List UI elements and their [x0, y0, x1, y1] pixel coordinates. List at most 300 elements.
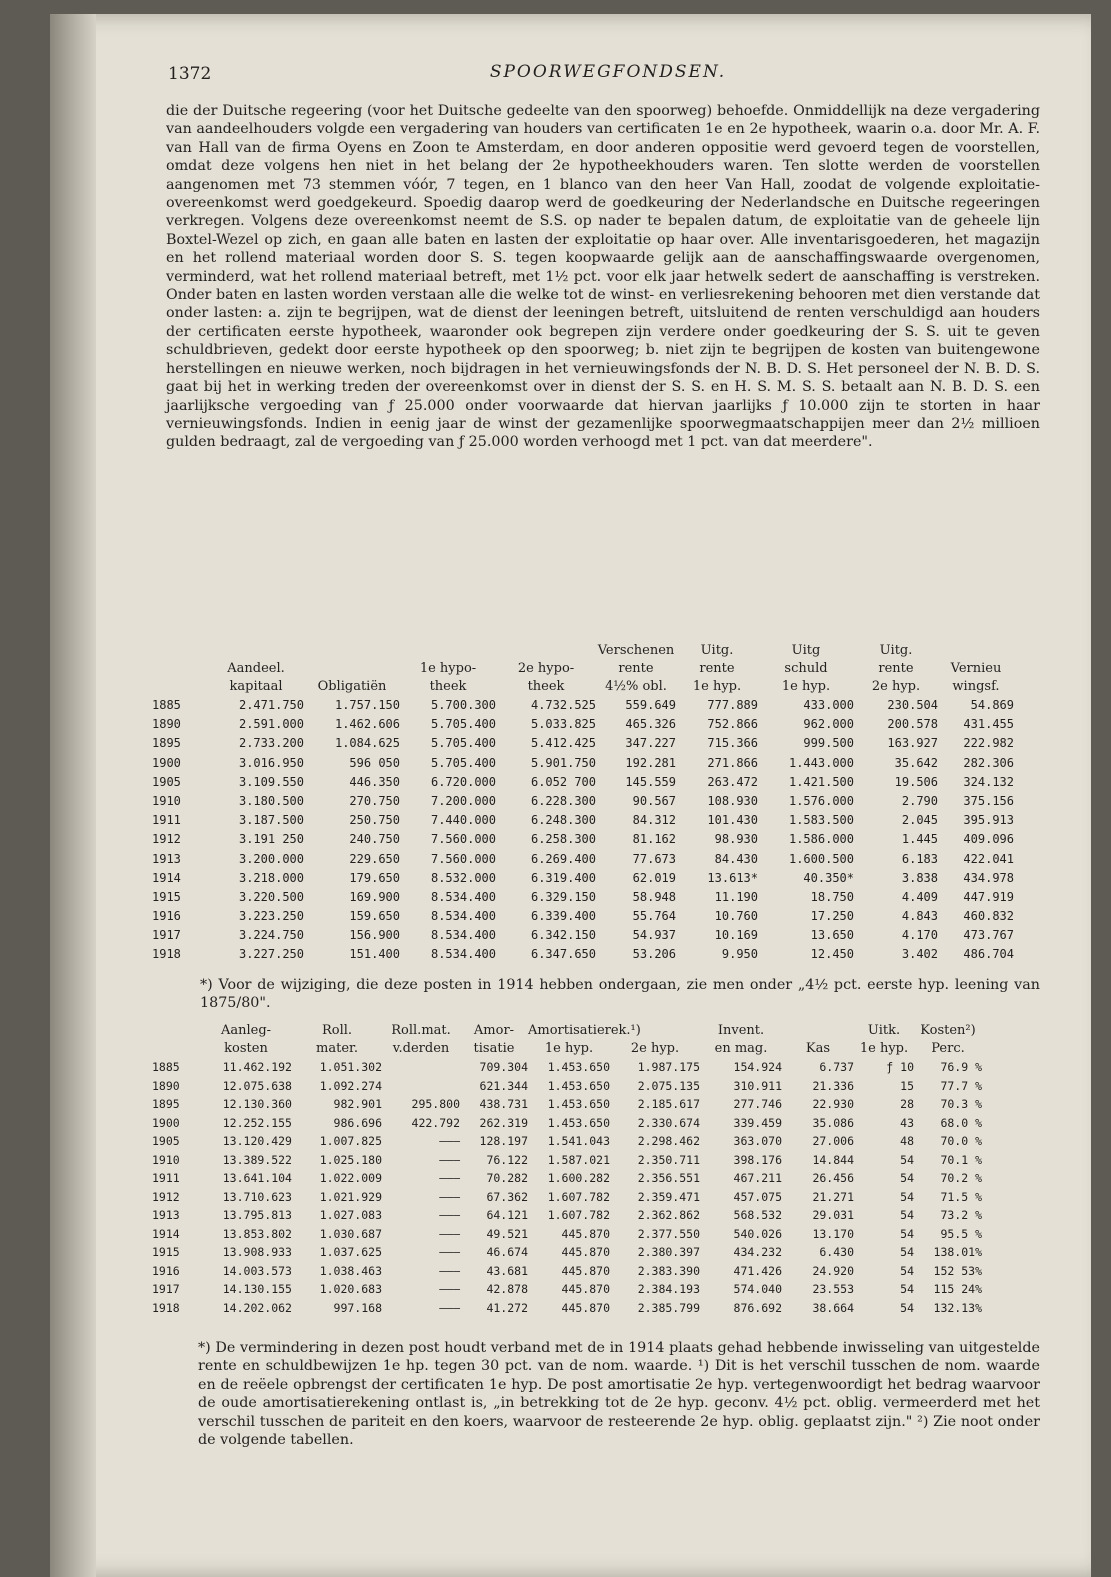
column-header: [304, 642, 400, 660]
table-cell: 3.016.950: [238, 755, 304, 770]
table-cell: 54: [900, 1300, 914, 1315]
table-cell: 433.000: [803, 698, 854, 712]
year-cell: 1917: [152, 928, 181, 943]
table-cell: 1.600.282: [547, 1171, 610, 1185]
table-cell: 447.919: [963, 889, 1014, 904]
table-cell: 76.9 %: [940, 1060, 982, 1074]
table-cell: 460.832: [963, 909, 1014, 924]
table-row: [152, 715, 1042, 734]
table-cell: 13.641.104: [222, 1171, 292, 1185]
table-cell: 14.003.573: [222, 1263, 292, 1278]
table-cell: 6.258.300: [530, 832, 596, 847]
table-cell: 10.169: [714, 928, 758, 943]
table-cell: 3.227.250: [238, 947, 304, 962]
table-cell: 13.710.623: [222, 1189, 292, 1204]
column-header: 4½% obl.: [605, 679, 667, 694]
table-cell: ———: [439, 1282, 460, 1296]
table-cell: 9.950: [721, 947, 758, 962]
column-header: 1e hyp.: [692, 679, 742, 694]
year-cell: 1913: [152, 1208, 180, 1222]
table-cell: 42.878: [486, 1282, 528, 1296]
column-header: rente: [878, 661, 914, 676]
table-cell: 2.377.550: [637, 1226, 700, 1241]
column-header: [400, 642, 496, 660]
year-cell: 1895: [152, 1097, 180, 1111]
table-cell: 2.591.000: [238, 717, 304, 732]
column-header: Kas: [805, 1041, 831, 1056]
table-cell: 4.732.525: [530, 698, 596, 712]
table-cell: 709.304: [479, 1060, 528, 1074]
table-cell: 438.731: [479, 1097, 528, 1111]
table-cell: 132.13%: [933, 1300, 982, 1315]
table-cell: 154.924: [733, 1060, 782, 1074]
table-row: [152, 926, 1042, 945]
table-cell: 8.534.400: [430, 928, 496, 943]
table-cell: 12.130.360: [222, 1097, 292, 1111]
table-cell: 3.180.500: [238, 793, 304, 808]
table-cell: 2.356.551: [637, 1171, 700, 1185]
table-cell: 11.462.192: [222, 1060, 292, 1074]
table-cell: 1.607.782: [547, 1208, 610, 1222]
table-cell: 84.312: [632, 813, 676, 828]
table-cell: 12.252.155: [222, 1115, 292, 1130]
table-row: [152, 1058, 1042, 1077]
table-cell: 54: [900, 1171, 914, 1185]
table-cell: 54.869: [970, 698, 1014, 712]
column-header: 1e hyp.: [859, 1041, 909, 1056]
table-cell: 1.025.180: [319, 1152, 382, 1167]
table-cell: 446.350: [349, 774, 400, 789]
table-cell: 145.559: [625, 774, 676, 789]
table-cell: 163.927: [887, 736, 938, 751]
table-cell: 715.366: [707, 736, 758, 751]
table-cell: 1.987.175: [637, 1060, 700, 1074]
table-cell: [382, 1058, 460, 1077]
table-cell: ———: [439, 1208, 460, 1222]
table-cell: 14.130.155: [222, 1282, 292, 1296]
table-cell: 77.673: [632, 851, 676, 866]
year-cell: 1905: [152, 1134, 180, 1148]
table-cell: 101.430: [707, 813, 758, 828]
table-cell: 54: [900, 1152, 914, 1167]
year-cell: 1912: [152, 1189, 180, 1204]
table-cell: 2.045: [901, 813, 938, 828]
table-cell: 6.269.400: [530, 851, 596, 866]
table-cell: 29.031: [812, 1208, 854, 1222]
table-header-row: [152, 1040, 1042, 1058]
table-cell: 53.206: [632, 947, 676, 962]
table-row: [152, 907, 1042, 926]
table-cell: 230.504: [887, 698, 938, 712]
table-cell: 5.700.300: [430, 698, 496, 712]
table-header-row: [152, 678, 1042, 696]
table-cell: 35.086: [812, 1115, 854, 1130]
year-cell: 1917: [152, 1282, 180, 1296]
table-cell: 777.889: [707, 698, 758, 712]
table-header-row: [152, 660, 1042, 678]
column-header: [496, 642, 596, 660]
table-cell: 35.642: [894, 755, 938, 770]
table-cell: 58.948: [632, 889, 676, 904]
column-header: kapitaal: [229, 679, 283, 694]
table-cell: 434.978: [963, 870, 1014, 885]
table-cell: 1.027.083: [319, 1208, 382, 1222]
table-cell: 486.704: [963, 947, 1014, 962]
table-cell: 70.0 %: [940, 1134, 982, 1148]
table-cell: 422.041: [963, 851, 1014, 866]
table-cell: 77.7 %: [940, 1078, 982, 1093]
table-cell: 2.733.200: [238, 736, 304, 751]
table-cell: 1.587.021: [547, 1152, 610, 1167]
table-cell: 27.006: [812, 1134, 854, 1148]
year-cell: 1914: [152, 1226, 180, 1241]
year-cell: 1915: [152, 1245, 180, 1259]
table-cell: 54: [900, 1263, 914, 1278]
column-header: [152, 660, 208, 678]
table-cell: 6.319.400: [530, 870, 596, 885]
table-cell: 1.453.650: [547, 1097, 610, 1111]
table-cell: 54: [900, 1208, 914, 1222]
table-cell: 8.534.400: [430, 947, 496, 962]
table-cell: 1.462.606: [334, 717, 400, 732]
table-row: [152, 811, 1042, 830]
table-cell: 997.168: [333, 1300, 382, 1315]
table-cell: 621.344: [479, 1078, 528, 1093]
table-cell: 240.750: [349, 832, 400, 847]
table-cell: 1.576.000: [788, 793, 854, 808]
table-cell: 7.440.000: [430, 813, 496, 828]
year-cell: 1910: [152, 793, 181, 808]
table-cell: 445.870: [561, 1282, 610, 1296]
table-cell: 152 53%: [933, 1263, 982, 1278]
table-cell: 263.472: [707, 774, 758, 789]
table-cell: 108.930: [707, 793, 758, 808]
year-cell: 1911: [152, 1171, 180, 1185]
table-cell: 395.913: [963, 813, 1014, 828]
page-header: [168, 62, 1048, 88]
table-cell: 6.228.300: [530, 793, 596, 808]
table-cell: 2.385.799: [637, 1300, 700, 1315]
table-cell: 1.453.650: [547, 1115, 610, 1130]
table-cell: 1.586.000: [788, 832, 854, 847]
table-cell: 49.521: [486, 1226, 528, 1241]
column-header: 2e hyp.: [630, 1041, 680, 1056]
table-cell: 347.227: [625, 736, 676, 751]
table-header-row: [152, 1022, 1042, 1040]
table-cell: 73.2 %: [940, 1208, 982, 1222]
table-row: [152, 1299, 1042, 1318]
table-row: [152, 1206, 1042, 1225]
table-cell: 2.383.390: [637, 1263, 700, 1278]
table-cell: 2.471.750: [238, 698, 304, 712]
column-header: 1e hyp.: [781, 679, 831, 694]
table-cell: 999.500: [803, 736, 854, 751]
table-cell: 2.298.462: [637, 1134, 700, 1148]
table-cell: 409.096: [963, 832, 1014, 847]
table-cell: 1.445: [901, 832, 938, 847]
table-cell: 2.330.674: [637, 1115, 700, 1130]
column-header: [610, 1022, 700, 1040]
table-cell: 229.650: [349, 851, 400, 866]
table-cell: 962.000: [803, 717, 854, 732]
table-cell: 13.795.813: [222, 1208, 292, 1222]
table-cell: 1.421.500: [788, 774, 854, 789]
table-cell: 1.007.825: [319, 1134, 382, 1148]
table-cell: 2.384.193: [637, 1282, 700, 1296]
table-cell: 15: [900, 1078, 914, 1093]
table-cell: 169.900: [349, 889, 400, 904]
table-cell: 295.800: [411, 1097, 460, 1111]
column-header: Amortisatierek.¹): [528, 1023, 641, 1038]
table-cell: 262.319: [479, 1115, 528, 1130]
table-cell: 324.132: [963, 774, 1014, 789]
table-cell: ———: [439, 1245, 460, 1259]
column-header: Uitk.: [867, 1023, 901, 1038]
table-cell: 6.430: [819, 1245, 854, 1259]
table-cell: 457.075: [733, 1189, 782, 1204]
table-cell: 1.583.500: [788, 813, 854, 828]
table-cell: 5.033.825: [530, 717, 596, 732]
column-header: 1e hyp.: [544, 1041, 594, 1056]
table-cell: 54.937: [632, 928, 676, 943]
table-cell: 13.389.522: [222, 1152, 292, 1167]
table-cell: 2.362.862: [637, 1208, 700, 1222]
table-row: [152, 792, 1042, 811]
table-cell: 2.350.711: [637, 1152, 700, 1167]
table-row: [152, 696, 1042, 715]
table-cell: 363.070: [733, 1134, 782, 1148]
table-cell: 6.737: [819, 1060, 854, 1074]
table-row: [152, 945, 1042, 964]
table-cell: 752.866: [707, 717, 758, 732]
table-cell: ———: [439, 1189, 460, 1204]
table-cell: 71.5 %: [940, 1189, 982, 1204]
table-cell: 6.342.150: [530, 928, 596, 943]
table-cell: [382, 1077, 460, 1096]
table-cell: 12.075.638: [222, 1078, 292, 1093]
table-header-row: [152, 642, 1042, 660]
table-cell: 445.870: [561, 1300, 610, 1315]
table-cell: 156.900: [349, 928, 400, 943]
column-header: Perc.: [931, 1041, 965, 1056]
table-cell: 559.649: [625, 698, 676, 712]
year-cell: 1913: [152, 851, 181, 866]
table-cell: ———: [439, 1300, 460, 1315]
column-header: Vernieu: [950, 661, 1002, 676]
column-header: kosten: [224, 1041, 268, 1056]
table-cell: 12.450: [810, 947, 854, 962]
column-header: Roll.mat.: [391, 1023, 451, 1038]
year-cell: 1890: [152, 717, 181, 732]
table-cell: 6.248.300: [530, 813, 596, 828]
table-cell: 4.409: [901, 889, 938, 904]
year-cell: 1885: [152, 1060, 180, 1074]
table-cell: 6.339.400: [530, 909, 596, 924]
column-header: Kosten²): [920, 1023, 976, 1038]
year-cell: 1900: [152, 1115, 180, 1130]
table-cell: 17.250: [810, 909, 854, 924]
table-cell: 43: [900, 1115, 914, 1130]
table-cell: 90.567: [632, 793, 676, 808]
table-cell: 138.01%: [933, 1245, 982, 1259]
column-header: Obligatiën: [317, 679, 387, 694]
body-paragraph: die der Duitsche regeering (voor het Duitsche gedeelte van den spoorweg) behoefde. Onmiddellijk na deze vergadering van aandeelhouders volgde een vergadering van houders van certificaten 1e en 2e hypotheek, waarin o.a. door Mr. A. F. van Hall van de firma Oyens en Zoon te Amsterdam, en door anderen oppositie werd gevoerd tegen de voorstellen, omdat deze volgens hen niet in het belang der 2e hypotheekhouders waren. Ten slotte werden de voorstellen aangenomen met 73 stemmen vóór, 7 tegen, en 1 blanco van den heer Van Hall, zoodat de volgende exploitatie-overeenkomst werd goedgekeurd. Spoedig daarop werd de goedkeuring der Nederlandsche en Duitsche regeeringen verkregen. Volgens deze overeenkomst neemt de S.S. op nader te bepalen datum, de exploitatie van de geheele lijn Boxtel-Wezel op zich, en gaan alle baten en lasten der exploitatie op haar over. Alle inventarisgoederen, het magazijn en het rollend materiaal worden door S. S. tegen koopwaarde gelijk aan de aanschaffingswaarde overgenomen, verminderd, wat het rollend materiaal betreft, met 1½ pct. voor elk jaar hetwelk sedert de aanschaffing is verstreken. Onder baten en lasten worden verstaan alle die welke tot de winst- en verliesrekening behooren met dien verstande dat onder lasten: a. zijn te begrijpen, wat de dienst der leeningen betreft, uitsluitend de renten verschuldigd aan houders der certificaten eerste hypotheek, waaronder ook begrepen zijn verdere onder goedkeuring der S. S. uit te geven schuldbrieven, gedekt door eerste hypotheek op den spoorweg; b. niet zijn te begrijpen de kosten van buitengewone herstellingen en nieuwe werken, noch bijdragen in het vernieuwingsfonds der N. B. D. S. Het personeel der N. B. D. S. gaat bij het in werking treden der overeenkomst over in dienst der S. S. en H. S. M. S. S. betaalt aan N. B. D. S. een jaarlijksche vergoeding van ƒ 25.000 onder voorwaarde dat hiervan jaarlijks ƒ 10.000 zijn te storten in haar vernieuwingsfonds. Indien in eenig jaar de winst der gezamenlijke spoorwegmaatschappijen meer dan 2½ millioen gulden bedraagt, zal de vergoeding van ƒ 25.000 worden verhoogd met 1 pct. van dat meerdere".: [166, 103, 1040, 451]
column-header: 2e hyp.: [871, 679, 921, 694]
table-cell: 1.030.687: [319, 1226, 382, 1241]
table-cell: 151.400: [349, 947, 400, 962]
table-cell: 445.870: [561, 1263, 610, 1278]
column-header: wingsf.: [952, 679, 1000, 694]
column-header: rente: [699, 661, 735, 676]
table-cell: 128.197: [479, 1134, 528, 1148]
table-cell: 14.202.062: [222, 1300, 292, 1315]
table-cell: 38.664: [812, 1300, 854, 1315]
table-cell: 1.021.929: [319, 1189, 382, 1204]
table-cell: 431.455: [963, 717, 1014, 732]
table-cell: 310.911: [733, 1078, 782, 1093]
table-cell: 76.122: [486, 1152, 528, 1167]
table-cell: 43.681: [486, 1263, 528, 1278]
table-cell: 5.705.400: [430, 755, 496, 770]
table-row: [152, 888, 1042, 907]
column-header: 2e hypo-: [517, 661, 575, 676]
table-cell: 568.532: [733, 1208, 782, 1222]
table-cell: 23.553: [812, 1282, 854, 1296]
financial-table-capital: [152, 642, 1042, 965]
table-cell: 271.866: [707, 755, 758, 770]
table-cell: 7.560.000: [430, 832, 496, 847]
table-cell: 10.760: [714, 909, 758, 924]
table-cell: 11.190: [714, 889, 758, 904]
table-cell: 3.838: [901, 870, 938, 885]
table-cell: 13.650: [810, 928, 854, 943]
table-cell: 13.908.933: [222, 1245, 292, 1259]
column-header: [304, 660, 400, 678]
column-header: Verschenen: [597, 643, 675, 658]
table-row: [152, 754, 1042, 773]
table-cell: 4.843: [901, 909, 938, 924]
table-cell: 14.844: [812, 1152, 854, 1167]
table-cell: 3.109.550: [238, 774, 304, 789]
table-cell: 7.560.000: [430, 851, 496, 866]
table-cell: 4.170: [901, 928, 938, 943]
year-cell: 1915: [152, 889, 181, 904]
table-cell: 2.075.135: [637, 1078, 700, 1093]
year-cell: 1916: [152, 909, 181, 924]
table-cell: 1.600.500: [788, 851, 854, 866]
column-header: schuld: [784, 661, 828, 676]
table-cell: 3.402: [901, 947, 938, 962]
table-cell: 471.426: [733, 1263, 782, 1278]
table-cell: 192.281: [625, 755, 676, 770]
table-cell: 95.5 %: [940, 1226, 982, 1241]
table-cell: 2.790: [901, 793, 938, 808]
table-row: [152, 1077, 1042, 1096]
table-cell: 1.020.683: [319, 1282, 382, 1296]
table-cell: 54: [900, 1189, 914, 1204]
table-row: [152, 1243, 1042, 1262]
table-cell: 3.223.250: [238, 909, 304, 924]
column-header: en mag.: [714, 1041, 768, 1056]
table-cell: 62.019: [632, 870, 676, 885]
year-cell: 1918: [152, 947, 181, 962]
table-cell: 282.306: [963, 755, 1014, 770]
table-cell: 18.750: [810, 889, 854, 904]
table-cell: 3.224.750: [238, 928, 304, 943]
table-cell: 55.764: [632, 909, 676, 924]
table-cell: 70.1 %: [940, 1152, 982, 1167]
table-cell: 8.532.000: [430, 870, 496, 885]
table-cell: 13.613*: [707, 870, 758, 885]
year-cell: 1890: [152, 1078, 180, 1093]
table-cell: 81.162: [632, 832, 676, 847]
year-cell: 1916: [152, 1263, 180, 1278]
book-page: [50, 14, 1091, 1577]
year-cell: 1914: [152, 870, 181, 885]
column-header: [152, 1040, 200, 1058]
table-cell: 8.534.400: [430, 889, 496, 904]
table-row: [152, 1225, 1042, 1244]
column-header: Roll.: [321, 1023, 353, 1038]
table-cell: 596 050: [349, 755, 400, 770]
table-cell: 5.705.400: [430, 736, 496, 751]
year-cell: 1918: [152, 1300, 180, 1315]
table-cell: 40.350*: [803, 870, 854, 885]
column-header: rente: [618, 661, 654, 676]
year-cell: 1911: [152, 813, 181, 828]
column-header: Aanleg-: [220, 1023, 272, 1038]
table-cell: 422.792: [411, 1115, 460, 1130]
table-cell: 1.092.274: [319, 1078, 382, 1093]
table-cell: 22.930: [812, 1097, 854, 1111]
page-title: SPOORWEGFONDSEN.: [489, 62, 727, 82]
table-cell: 222.982: [963, 736, 1014, 751]
table-cell: 876.692: [733, 1300, 782, 1315]
table-cell: 250.750: [349, 813, 400, 828]
page-number: 1372: [168, 64, 212, 84]
column-header: theek: [527, 679, 565, 694]
table-cell: 159.650: [349, 909, 400, 924]
footnote-table2: *) De vermindering in dezen post houdt verband met de in 1914 plaats gehad hebbende inwisseling van uitgestelde rente en schuldbewijzen 1e hp. tegen 30 pct. van de nom. waarde. ¹) Dit is het verschil tusschen de nom. waarde en de reëele opbrengst der certificaten 1e hyp. De post amortisatie 2e hyp. vertegenwoordigt het bedrag waarvoor de oude amortisatierekening ontlast is, „in betrekking tot de 2e hyp. geconv. 4½ pct. oblig. vermeerderd met het verschil tusschen de pariteit en den koers, waarvoor de resteerende 2e hyp. oblig. geplaatst zijn." ²) Zie noot onder de volgende tabellen.: [198, 1340, 1040, 1449]
table-cell: 24.920: [812, 1263, 854, 1278]
column-header: Uitg.: [879, 643, 913, 658]
table-cell: 2.185.617: [637, 1097, 700, 1111]
table-row: [152, 1114, 1042, 1133]
table-cell: 64.121: [486, 1208, 528, 1222]
table-cell: 5.412.425: [530, 736, 596, 751]
table-cell: 19.506: [894, 774, 938, 789]
table-cell: 26.456: [812, 1171, 854, 1185]
table-cell: 70.2 %: [940, 1171, 982, 1185]
table-row: [152, 1262, 1042, 1281]
table-cell: 68.0 %: [940, 1115, 982, 1130]
table-cell: 986.696: [333, 1115, 382, 1130]
table-row: [152, 1169, 1042, 1188]
table-cell: 3.187.500: [238, 813, 304, 828]
table-row: [152, 869, 1042, 888]
financial-table-costs: [152, 1022, 1042, 1317]
table-cell: 98.930: [714, 832, 758, 847]
table-cell: ———: [439, 1171, 460, 1185]
table-cell: 7.200.000: [430, 793, 496, 808]
table-cell: 21.271: [812, 1189, 854, 1204]
table-cell: 277.746: [733, 1097, 782, 1111]
year-cell: 1910: [152, 1152, 180, 1167]
table-cell: 1.022.009: [319, 1171, 382, 1185]
column-header: [152, 1022, 200, 1040]
column-header: Amor-: [473, 1023, 515, 1038]
footnote-table1: *) Voor de wijziging, die deze posten in 1914 hebben ondergaan, zie men onder „4½ pct. eerste hyp. leening van 1875/80".: [200, 977, 1040, 1012]
